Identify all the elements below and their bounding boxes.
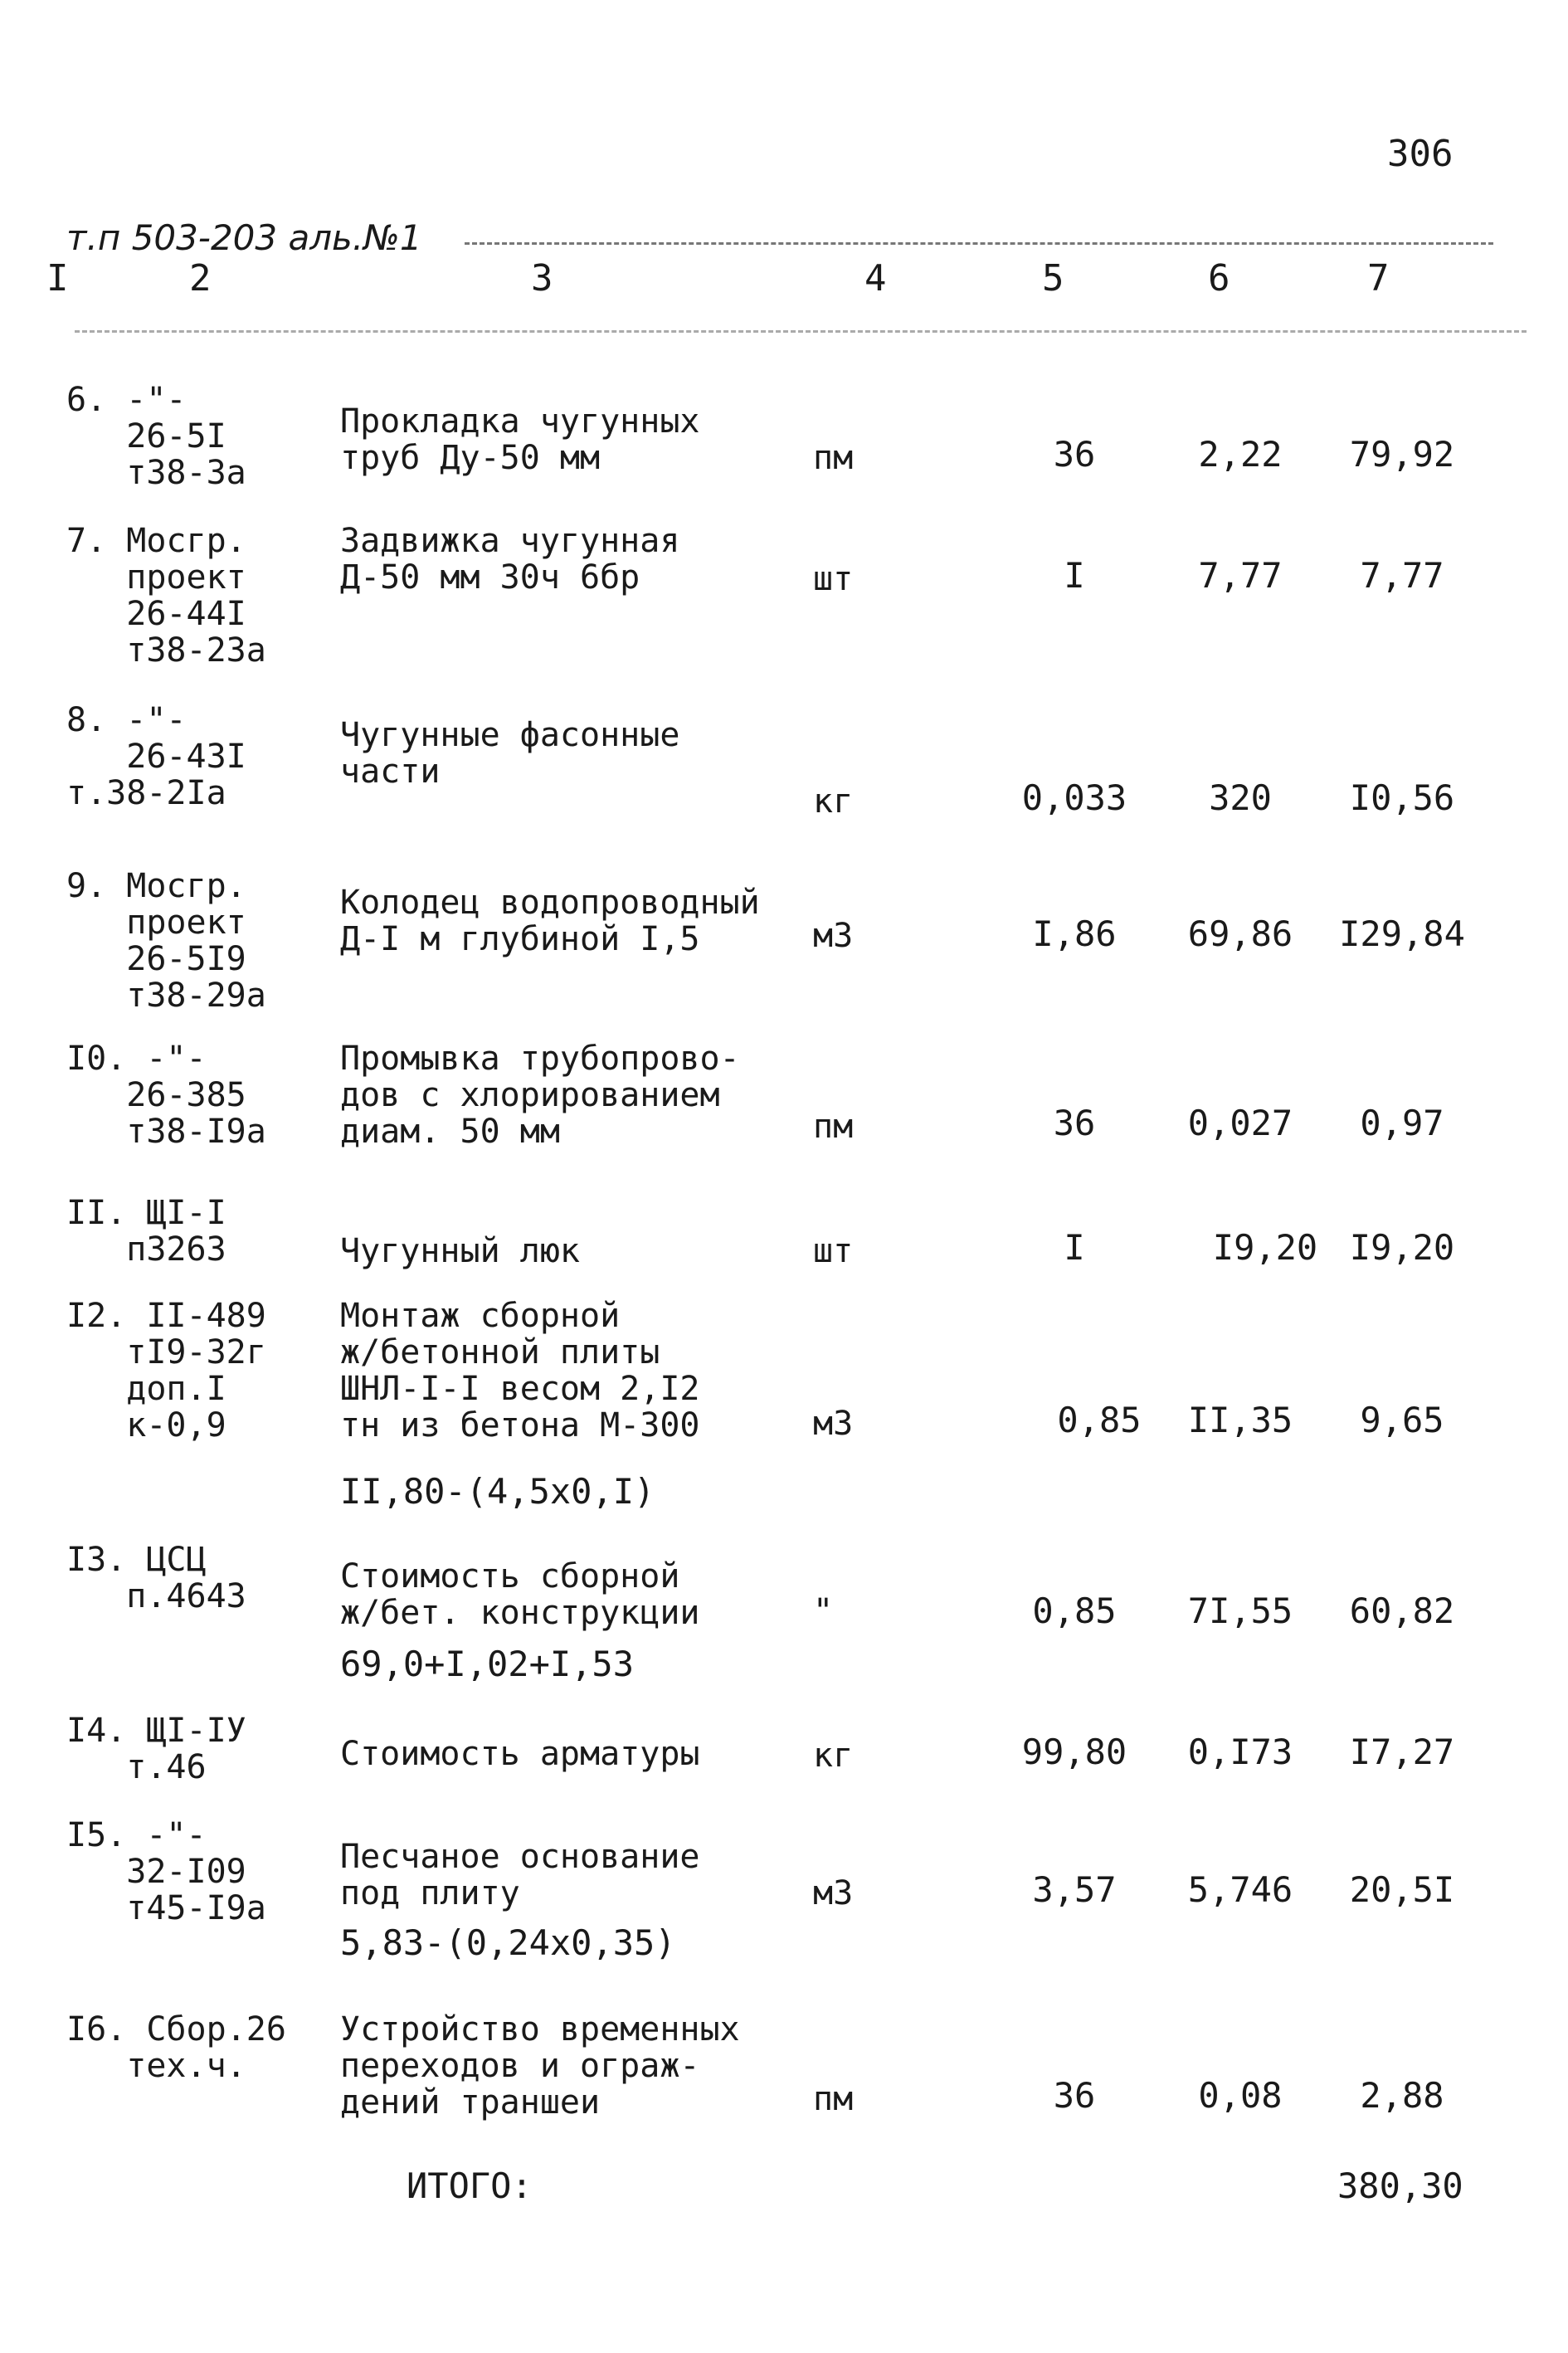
row-6-total: 79,92 (1349, 434, 1455, 475)
row-9-price: 69,86 (1187, 913, 1293, 954)
row-14-unit: кг (813, 1737, 854, 1775)
column-number-1: I (46, 257, 69, 300)
row-12-total: 9,65 (1360, 1400, 1444, 1440)
row-16-quantity: 36 (1053, 2075, 1096, 2116)
row-16-unit: пм (813, 2080, 854, 2118)
row-12-price: II,35 (1187, 1400, 1293, 1440)
row-9-unit: м3 (813, 917, 854, 955)
row-11-total: I9,20 (1349, 1227, 1455, 1268)
row-14-price: 0,I73 (1187, 1732, 1293, 1772)
row-15-reference: I5. -"- 32-I09 т45-I9а (66, 1816, 266, 1927)
row-15-name: Песчаное основание под плиту (340, 1838, 700, 1912)
row-12-quantity: 0,85 (1057, 1400, 1142, 1440)
total-value: 380,30 (1337, 2165, 1463, 2206)
row-16-total: 2,88 (1360, 2075, 1444, 2116)
column-number-4: 4 (864, 257, 887, 300)
row-7-price: 7,77 (1198, 555, 1283, 596)
row-9-total: I29,84 (1339, 913, 1465, 954)
row-10-total: 0,97 (1360, 1103, 1444, 1143)
row-12-name: Монтаж сборной ж/бетонной плиты ШНЛ-I-I весом 2,I2 тн из бетона М-300 (340, 1297, 700, 1444)
total-label: ИТОГО: (407, 2165, 533, 2206)
row-14-reference: I4. ЩI-IУ т.46 (66, 1712, 246, 1786)
row-16-name: Устройство временных переходов и ограж- дений траншеи (340, 2010, 740, 2122)
row-15-unit: м3 (813, 1874, 854, 1912)
row-6-unit: пм (813, 439, 854, 477)
row-15-price: 5,746 (1187, 1869, 1293, 1910)
row-11-unit: шт (813, 1232, 854, 1270)
column-number-3: 3 (531, 257, 553, 300)
row-16-reference: I6. Сбор.26 тех.ч. (66, 2010, 286, 2085)
row-10-name: Промывка трубопрово- дов с хлорированием диам. 50 мм (340, 1040, 740, 1151)
row-6-reference: 6. -"- 26-5I т38-3а (66, 381, 246, 492)
document-reference: т.п 503-203 аль.№1 (66, 217, 422, 258)
row-14-total: I7,27 (1349, 1732, 1455, 1772)
column-number-6: 6 (1208, 257, 1230, 300)
row-10-quantity: 36 (1053, 1103, 1096, 1143)
row-11-reference: II. ЩI-I п3263 (66, 1194, 226, 1269)
row-9-reference: 9. Мосгр. проект 26-5I9 т38-29а (66, 867, 266, 1015)
header-bottom-rule (75, 330, 1527, 333)
column-number-5: 5 (1042, 257, 1064, 300)
page-number: 306 (1387, 133, 1454, 175)
row-15-total: 20,5I (1349, 1869, 1455, 1910)
row-8-price: 320 (1209, 777, 1272, 818)
row-8-unit: кг (813, 782, 854, 821)
row-10-price: 0,027 (1187, 1103, 1293, 1143)
header-top-rule (465, 242, 1493, 245)
row-6-quantity: 36 (1053, 434, 1096, 475)
column-number-7: 7 (1367, 257, 1390, 300)
row-10-unit: пм (813, 1108, 854, 1146)
row-11-quantity: I (1064, 1227, 1085, 1268)
row-8-reference: 8. -"- 26-43I т.38-2Iа (66, 701, 246, 812)
row-12-unit: м3 (813, 1405, 854, 1443)
row-8-total: I0,56 (1349, 777, 1455, 818)
row-7-unit: шт (813, 560, 854, 598)
row-9-name: Колодец водопроводный Д-I м глубиной I,5 (340, 884, 760, 958)
row-12-formula: II,80-(4,5х0,I) (340, 1471, 655, 1512)
row-14-name: Стоимость арматуры (340, 1735, 700, 1773)
row-11-price: I9,20 (1212, 1227, 1318, 1268)
row-16-price: 0,08 (1198, 2075, 1283, 2116)
row-7-name: Задвижка чугунная Д-50 мм 30ч 6бр (340, 522, 680, 597)
row-8-quantity: 0,033 (1021, 777, 1127, 818)
row-13-name: Стоимость сборной ж/бет. конструкции (340, 1557, 700, 1632)
row-12-reference: I2. II-489 тI9-32г доп.I к-0,9 (66, 1297, 266, 1444)
row-13-reference: I3. ЦСЦ п.4643 (66, 1541, 246, 1615)
row-15-quantity: 3,57 (1032, 1869, 1117, 1910)
row-8-name: Чугунные фасонные части (340, 716, 680, 791)
row-10-reference: I0. -"- 26-385 т38-I9а (66, 1040, 266, 1151)
row-7-total: 7,77 (1360, 555, 1444, 596)
row-13-formula: 69,0+I,02+I,53 (340, 1644, 635, 1684)
row-14-quantity: 99,80 (1021, 1732, 1127, 1772)
row-9-quantity: I,86 (1032, 913, 1117, 954)
row-7-reference: 7. Мосгр. проект 26-44I т38-23а (66, 522, 266, 670)
row-15-formula: 5,83-(0,24х0,35) (340, 1922, 676, 1963)
row-6-name: Прокладка чугунных труб Ду-50 мм (340, 402, 700, 477)
row-11-name: Чугунный люк (340, 1232, 580, 1270)
row-7-quantity: I (1064, 555, 1085, 596)
row-6-price: 2,22 (1198, 434, 1283, 475)
row-13-total: 60,82 (1349, 1591, 1455, 1631)
column-number-2: 2 (189, 257, 212, 300)
row-13-price: 7I,55 (1187, 1591, 1293, 1631)
row-13-unit: " (813, 1592, 834, 1630)
row-13-quantity: 0,85 (1032, 1591, 1117, 1631)
